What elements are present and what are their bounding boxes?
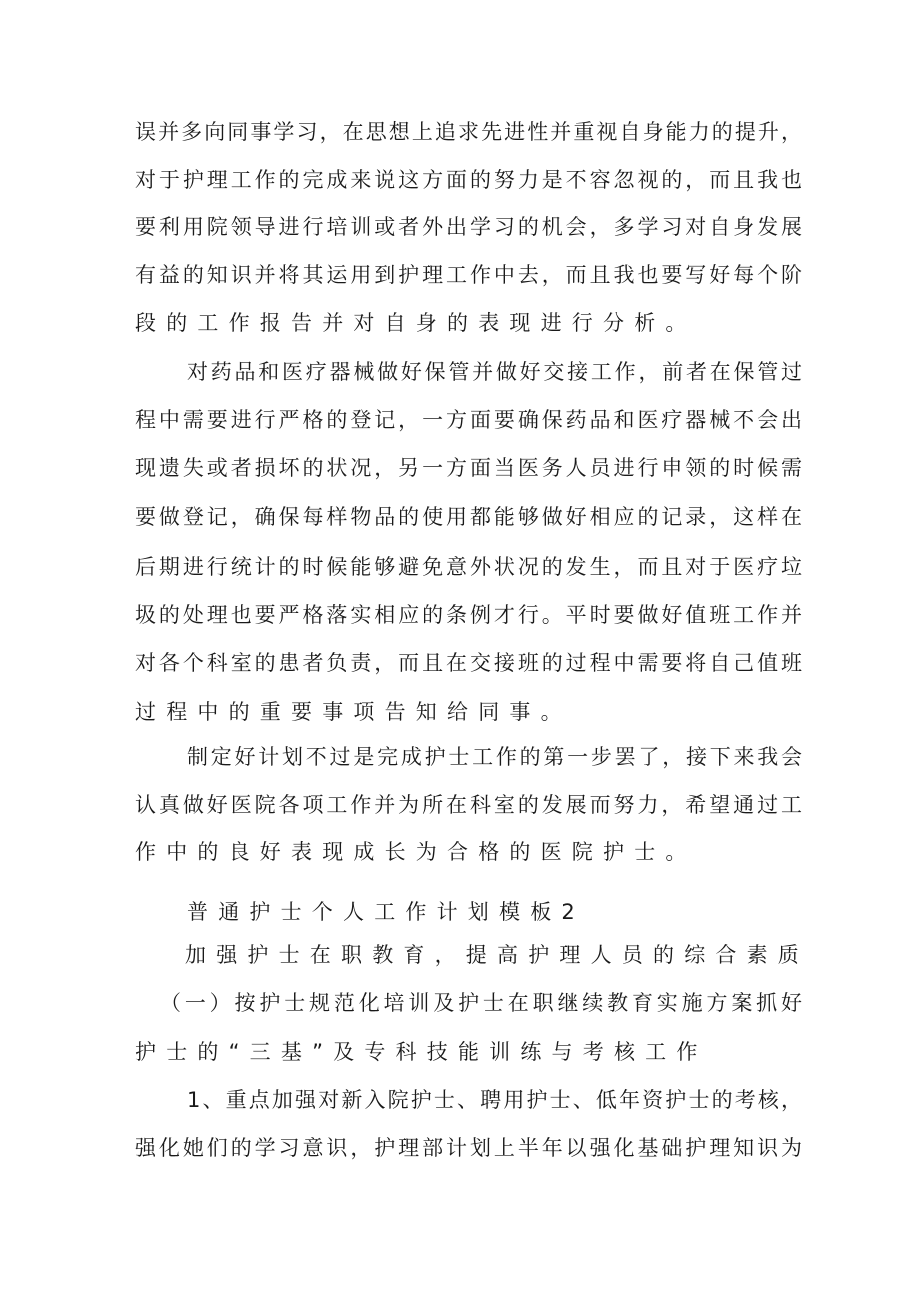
paragraph-line: 认真做好医院各项工作并为所在科室的发展而努力，希望通过工 [135, 793, 802, 817]
paragraph-line: 过程中的重要事项告知给同事。 [135, 700, 572, 724]
section-title: 普通护士个人工作计划模板2 [187, 900, 585, 924]
paragraph-line: 误并多向同事学习，在思想上追求先进性并重视自身能力的提升， [135, 120, 802, 144]
paragraph-line: 要做登记，确保每样物品的使用都能够做好相应的记录，这样在 [135, 505, 802, 529]
paragraph-line: 对各个科室的患者负责，而且在交接班的过程中需要将自己值班 [135, 651, 802, 675]
subsection-heading: （一）按护士规范化培训及护士在职继续教育实施方案抓好 [160, 991, 802, 1015]
paragraph-first-line: 对药品和医疗器械做好保管并做好交接工作，前者在保管过 [187, 360, 802, 384]
paragraph-line: 后期进行统计的时候能够避免意外状况的发生，而且对于医疗垃 [135, 555, 802, 579]
paragraph-line: 程中需要进行严格的登记，一方面要确保药品和医疗器械不会出 [135, 408, 802, 432]
paragraph-line: 强化她们的学习意识，护理部计划上半年以强化基础护理知识为 [135, 1136, 802, 1160]
paragraph-line: 对于护理工作的完成来说这方面的努力是不容忽视的，而且我也 [135, 168, 802, 192]
paragraph-line: 要利用院领导进行培训或者外出学习的机会，多学习对自身发展 [135, 215, 802, 239]
paragraph-line: 现遗失或者损坏的状况，另一方面当医务人员进行申领的时候需 [135, 456, 802, 480]
paragraph-line: 圾的处理也要严格落实相应的条例才行。平时要做好值班工作并 [135, 603, 802, 627]
section-heading: 加强护士在职教育，提高护理人员的综合素质 [185, 943, 809, 967]
list-item-first-line: 1、重点加强对新入院护士、聘用护士、低年资护士的考核， [187, 1088, 802, 1112]
paragraph-line: 有益的知识并将其运用到护理工作中去，而且我也要写好每个阶 [135, 263, 802, 287]
paragraph-line: 段的工作报告并对自身的表现进行分析。 [135, 311, 697, 335]
subsection-heading-cont: 护士的“三基”及专科技能训练与考核工作 [135, 1040, 708, 1064]
paragraph-first-line: 制定好计划不过是完成护士工作的第一步罢了，接下来我会 [187, 745, 802, 769]
paragraph-line: 作中的良好表现成长为合格的医院护士。 [135, 840, 697, 864]
